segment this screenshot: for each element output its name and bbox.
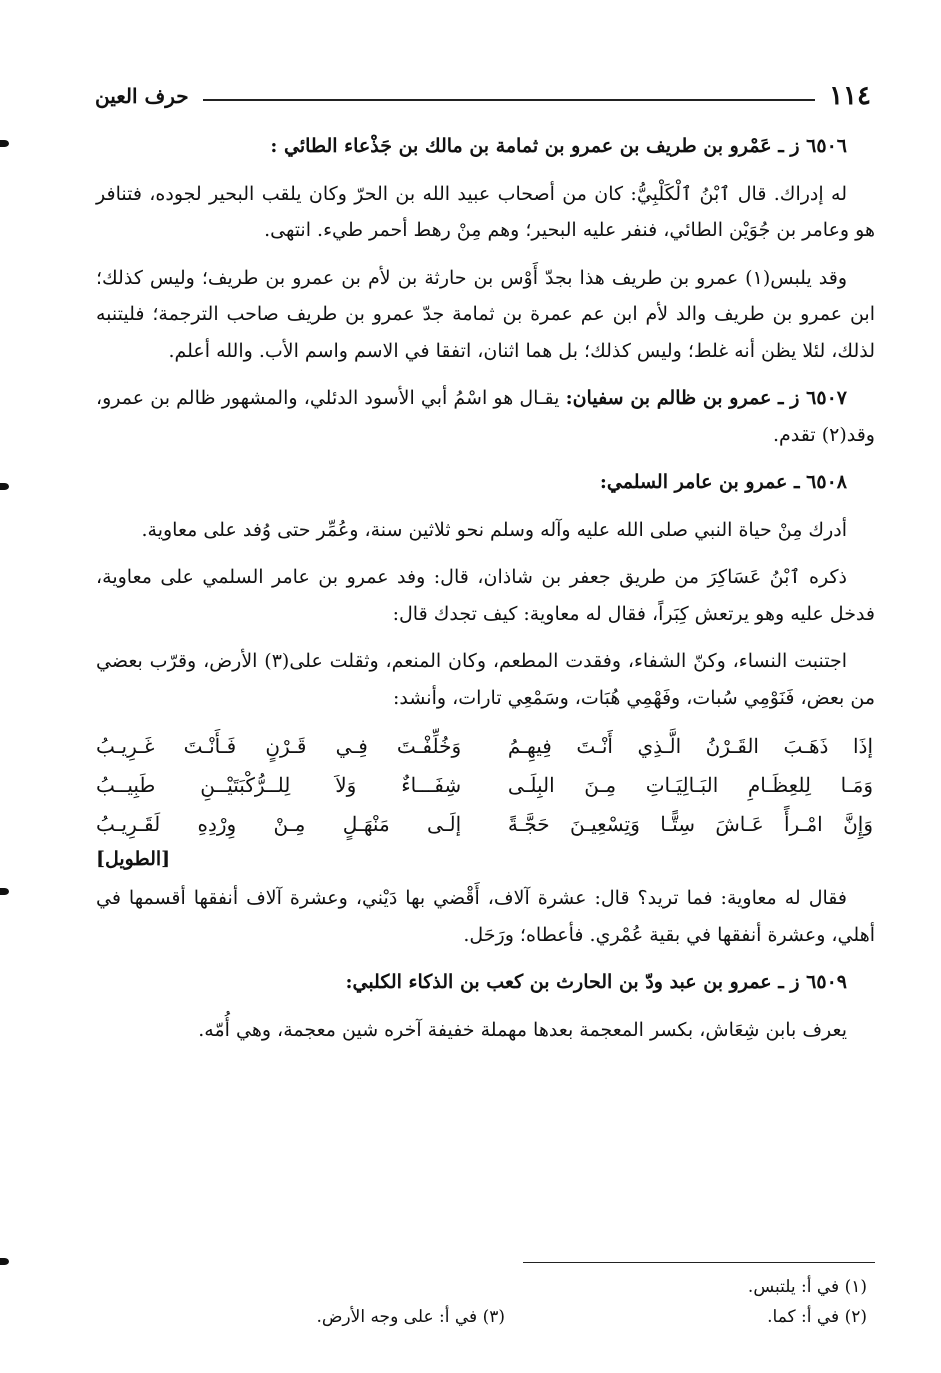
paragraph: ذكره ٱبْنُ عَسَاكِرَ من طريق جعفر بن شاذان، قال: وفد عمرو بن عامر السلمي على معاوية، فدخل عليه وهو يرتعش كِبَراً، فقال له معاوية: كيف تجدك قال: (96, 566, 875, 625)
entry-heading-6509: ٦٥٠٩ ز ـ عمرو بن عبد ودّ بن الحارث بن كعب بن الذكاء الكلبي: (345, 971, 847, 993)
entry-text: يقـال هو اسْمُ أبي الأسود الدئلي، والمشهور ظالم بن عمرو، وقد(٢) تقدم. (96, 387, 875, 446)
footnote-1: (١) في أ: يلتبس. (747, 1277, 867, 1297)
header-rule (203, 99, 815, 101)
paragraph: وقد يلبس(١) عمرو بن طريف هذا بجدّ أَوْس بن حارثة بن لأم بن عمرو بن طريف؛ وليس كذلك؛ ابن عمرو بن طريف والد لأم ابن عم عمرة بن ثمامة جدّ عمرو بن طريف صاحب الترجمة؛ فليتنبه لذلك، لئلا يظن أنه غلط؛ وليس كذلك؛ بل هما اثنان، اتفقا في الاسم واسم الأب. والله أعلم. (96, 266, 875, 362)
verse-second-hemistich: وَخُلِّفْـتَ فِـي قَـرْنٍ فَـأَنْـتَ غَـرِيـبُ (96, 734, 462, 758)
entry-6507 (96, 380, 875, 453)
footnote-2: (٢) في أ: كما. (767, 1307, 867, 1327)
meter-label: [الطويل] (96, 848, 171, 870)
margin-mark (0, 888, 9, 895)
paragraph: أدرك مِنْ حياة النبي صلى الله عليه وآله وسلم نحو ثلاثين سنة، وعُمِّر حتى وُفد على معاوية. (141, 518, 847, 541)
paragraph: له إدراك. قال ٱبْنُ ٱلْكَلْبِيُّ: كان من أصحاب عبيد الله بن الحرّ وكان يلقب البحير لجوده، فتنافر هو وعامر بن جُوَيْن الطائي، فنفر عليه البحير؛ وهم مِنْ رهط أحمر طيء. انتهى. (96, 182, 875, 241)
verse-first-hemistich: إذَا ذَهَـبَ القَـرْنُ الَّـذِي أَنْـتَ فِيهِـمُ (507, 734, 873, 758)
entry-heading-6508: ٦٥٠٨ ـ عمرو بن عامر السلمي: (599, 471, 847, 493)
verse-line (96, 766, 875, 805)
verse-second-hemistich: شِفَـــاءٌ وَلاَ لِلــرُّكْبَتَيْــنِ طَبِيــبُ (96, 773, 462, 797)
margin-mark (0, 1258, 9, 1265)
poem (96, 727, 875, 874)
page-header (95, 76, 871, 116)
entry-heading-6506: ٦٥٠٦ ز ـ عَمْرو بن طريف بن عمرو بن ثمامة بن مالك بن جَذْعاء الطائي : (270, 135, 847, 157)
entry-heading-6507: ٦٥٠٧ ز ـ عمرو بن ظالم بن سفيان: (565, 387, 847, 409)
verse-line (96, 805, 875, 844)
page-body (96, 128, 875, 1059)
verse-second-hemistich: إلَـى مَنْهَـلٍ مِـنْ وِرْدِهِ لَقَـرِيـبُ (96, 812, 462, 836)
margin-mark (0, 140, 9, 147)
verse-line (96, 727, 875, 766)
paragraph: يعرف بابن شِعَاش، بكسر المعجمة بعدها مهملة خفيفة آخره شين معجمة، وهي أُمّه. (198, 1018, 847, 1041)
footnote-rule (523, 1262, 875, 1263)
paragraph: فقال له معاوية: فما تريد؟ قال: عشرة آلاف، أَقْضي بها دَيْني، وعشرة آلاف أنفقها أقسمها في أهلي، وعشرة أنفقها في بقية عُمْري. فأعطاه؛ ورَحَل. (96, 887, 875, 946)
paragraph: اجتنبت النساء، وكنّ الشفاء، وفقدت المطعم، وكان المنعم، وثقلت على(٣) الأرض، وقرّب بعضي من بعض، فَنَوْمِي سُبات، وفَهْمِي هُبَات، وسَمْعِي تارات، وأنشد: (96, 650, 875, 709)
footnote-3: (٣) في أ: على وجه الأرض. (316, 1307, 505, 1327)
page-number: ١١٤ (829, 81, 871, 111)
running-head: حرف العين (95, 84, 189, 108)
verse-first-hemistich: وَمَـا لِلعِظَـامِ البَـالِيَـاتِ مِـنَ البِلَـى (507, 773, 873, 797)
margin-mark (0, 483, 9, 490)
verse-first-hemistich: وَإِنَّ امْـرأً عَـاشَ سِتًّـا وَتِسْعِيـنَ حَجَّـةً (507, 812, 873, 836)
